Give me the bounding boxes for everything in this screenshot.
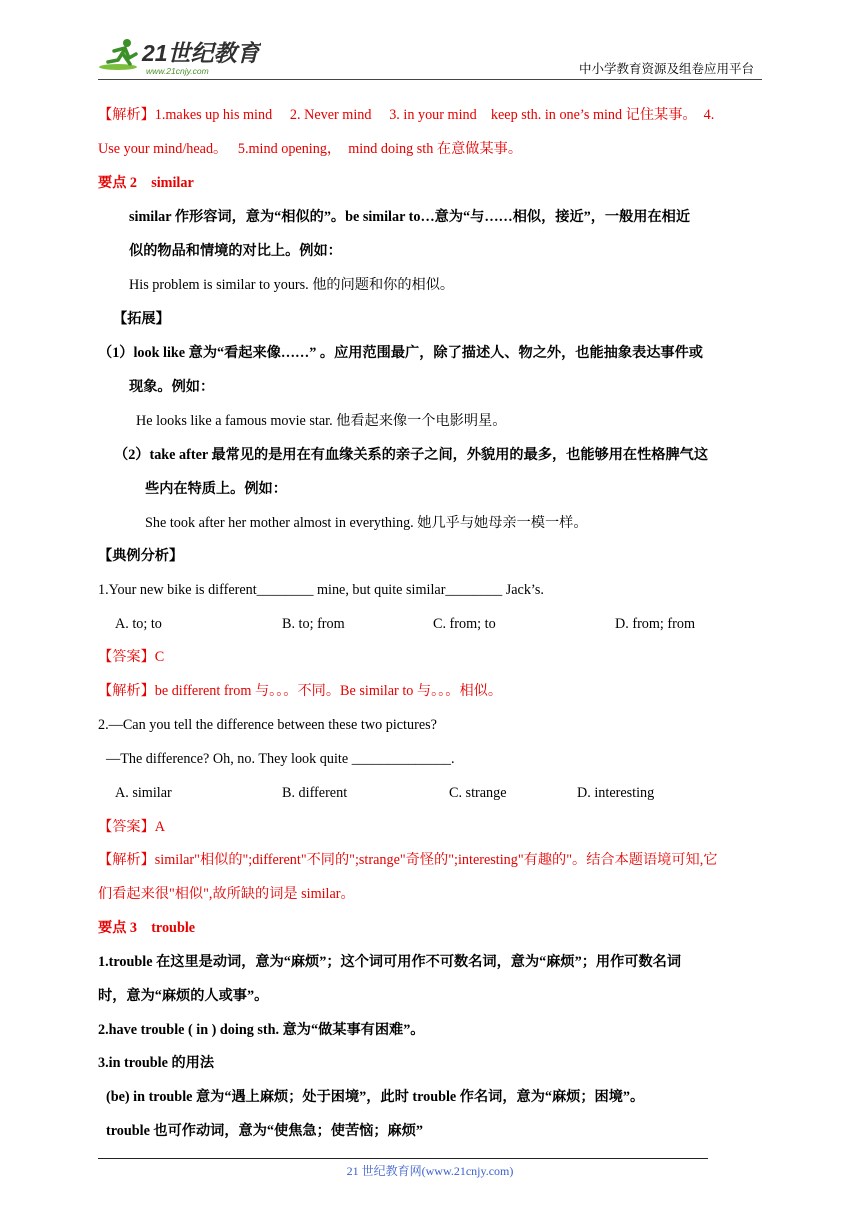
logo-text: 21世纪教育: [142, 40, 260, 66]
point-2-definition-line-1: similar 作形容词，意为“相似的”。be similar to…意为“与……相似，接近”，一般用在相近: [129, 209, 691, 225]
point-2-definition-line-2: 似的物品和情境的对比上。例如：: [129, 243, 342, 259]
question-1-option-d: D. from; from: [615, 616, 695, 632]
question-1-option-b: B. to; from: [282, 616, 345, 632]
question-2-stem-line-1: 2.—Can you tell the difference between these two pictures?: [98, 717, 437, 733]
question-2-stem-line-2: —The difference? Oh, no. They look quite ______________.: [106, 751, 455, 767]
question-2-analysis-line-2: 们看起来很"相似",故所缺的词是 similar。: [98, 886, 355, 902]
analysis-1-line-2: Use your mind/head。 5.mind opening， mind doing sth 在意做某事。: [98, 141, 523, 157]
point-3-item-3-usage-b: trouble 也可作动词，意为“使焦急；使苦恼；麻烦”: [106, 1123, 423, 1139]
runner-icon: [96, 34, 261, 80]
question-2-option-d: D. interesting: [577, 785, 655, 801]
question-2-analysis-line-1: 【解析】similar"相似的";different"不同的";strange"奇怪的";interesting"有趣的"。结合本题语境可知,它: [98, 852, 718, 868]
question-2-option-b: B. different: [282, 785, 348, 801]
question-2-answer: 【答案】A: [98, 819, 165, 835]
expand-title: 【拓展】: [113, 311, 170, 327]
point-2-title: 要点 2 similar: [98, 175, 194, 191]
question-1-answer: 【答案】C: [98, 649, 165, 665]
question-1-option-a: A. to; to: [115, 616, 162, 632]
question-1-stem: 1.Your new bike is different________ mine, but quite similar________ Jack’s.: [98, 582, 544, 598]
header-divider: [98, 79, 762, 80]
point-3-item-2: 2.have trouble ( in ) doing sth. 意为“做某事有困难”。: [98, 1022, 425, 1038]
expand-1-example: He looks like a famous movie star. 他看起来像一个电影明星。: [136, 413, 507, 429]
question-2-option-c: C. strange: [449, 785, 507, 801]
expand-1-line-1: （1）look like 意为“看起来像……” 。应用范围最广，除了描述人、物之外，也能抽象表达事件或: [98, 345, 703, 361]
point-3-item-3-usage-a: (be) in trouble 意为“遇上麻烦；处于困境”，此时 trouble 作名词，意为“麻烦；困境”。: [106, 1089, 645, 1105]
question-1-option-c: C. from; to: [433, 616, 496, 632]
footer-site-link[interactable]: 21 世纪教育网(www.21cnjy.com): [346, 1164, 514, 1178]
platform-name: 中小学教育资源及组卷应用平台: [578, 62, 754, 76]
expand-1-line-2: 现象。例如：: [129, 379, 215, 395]
footer-divider: [98, 1158, 708, 1159]
logo-url: www.21cnjy.com: [146, 66, 209, 76]
point-3-item-3: 3.in trouble 的用法: [98, 1055, 215, 1071]
point-3-item-1-line-1: 1.trouble 在这里是动词，意为“麻烦”；这个词可用作不可数名词，意为“麻烦”；用作可数名词: [98, 954, 682, 970]
point-3-title: 要点 3 trouble: [98, 920, 196, 936]
expand-2-line-1: （2）take after 最常见的是用在有血缘关系的亲子之间，外貌用的最多，也能够用在性格脾气这: [114, 447, 709, 463]
expand-2-line-2: 些内在特质上。例如：: [145, 481, 287, 497]
question-2-option-a: A. similar: [115, 785, 172, 801]
point-2-example: His problem is similar to yours. 他的问题和你的相似。: [129, 277, 455, 293]
typical-analysis-title: 【典例分析】: [98, 548, 184, 564]
point-3-item-1-line-2: 时，意为“麻烦的人或事”。: [98, 988, 269, 1004]
question-1-analysis: 【解析】be different from 与。。。不同。Be similar to 与。。。相似。: [98, 683, 503, 699]
analysis-1-line-1: 【解析】1.makes up his mind 2. Never mind 3. in your mind keep sth. in one’s mind 记住某事。 4.: [98, 107, 715, 123]
site-logo: [96, 34, 261, 80]
expand-2-example: She took after her mother almost in everything. 她几乎与她母亲一模一样。: [145, 515, 588, 531]
